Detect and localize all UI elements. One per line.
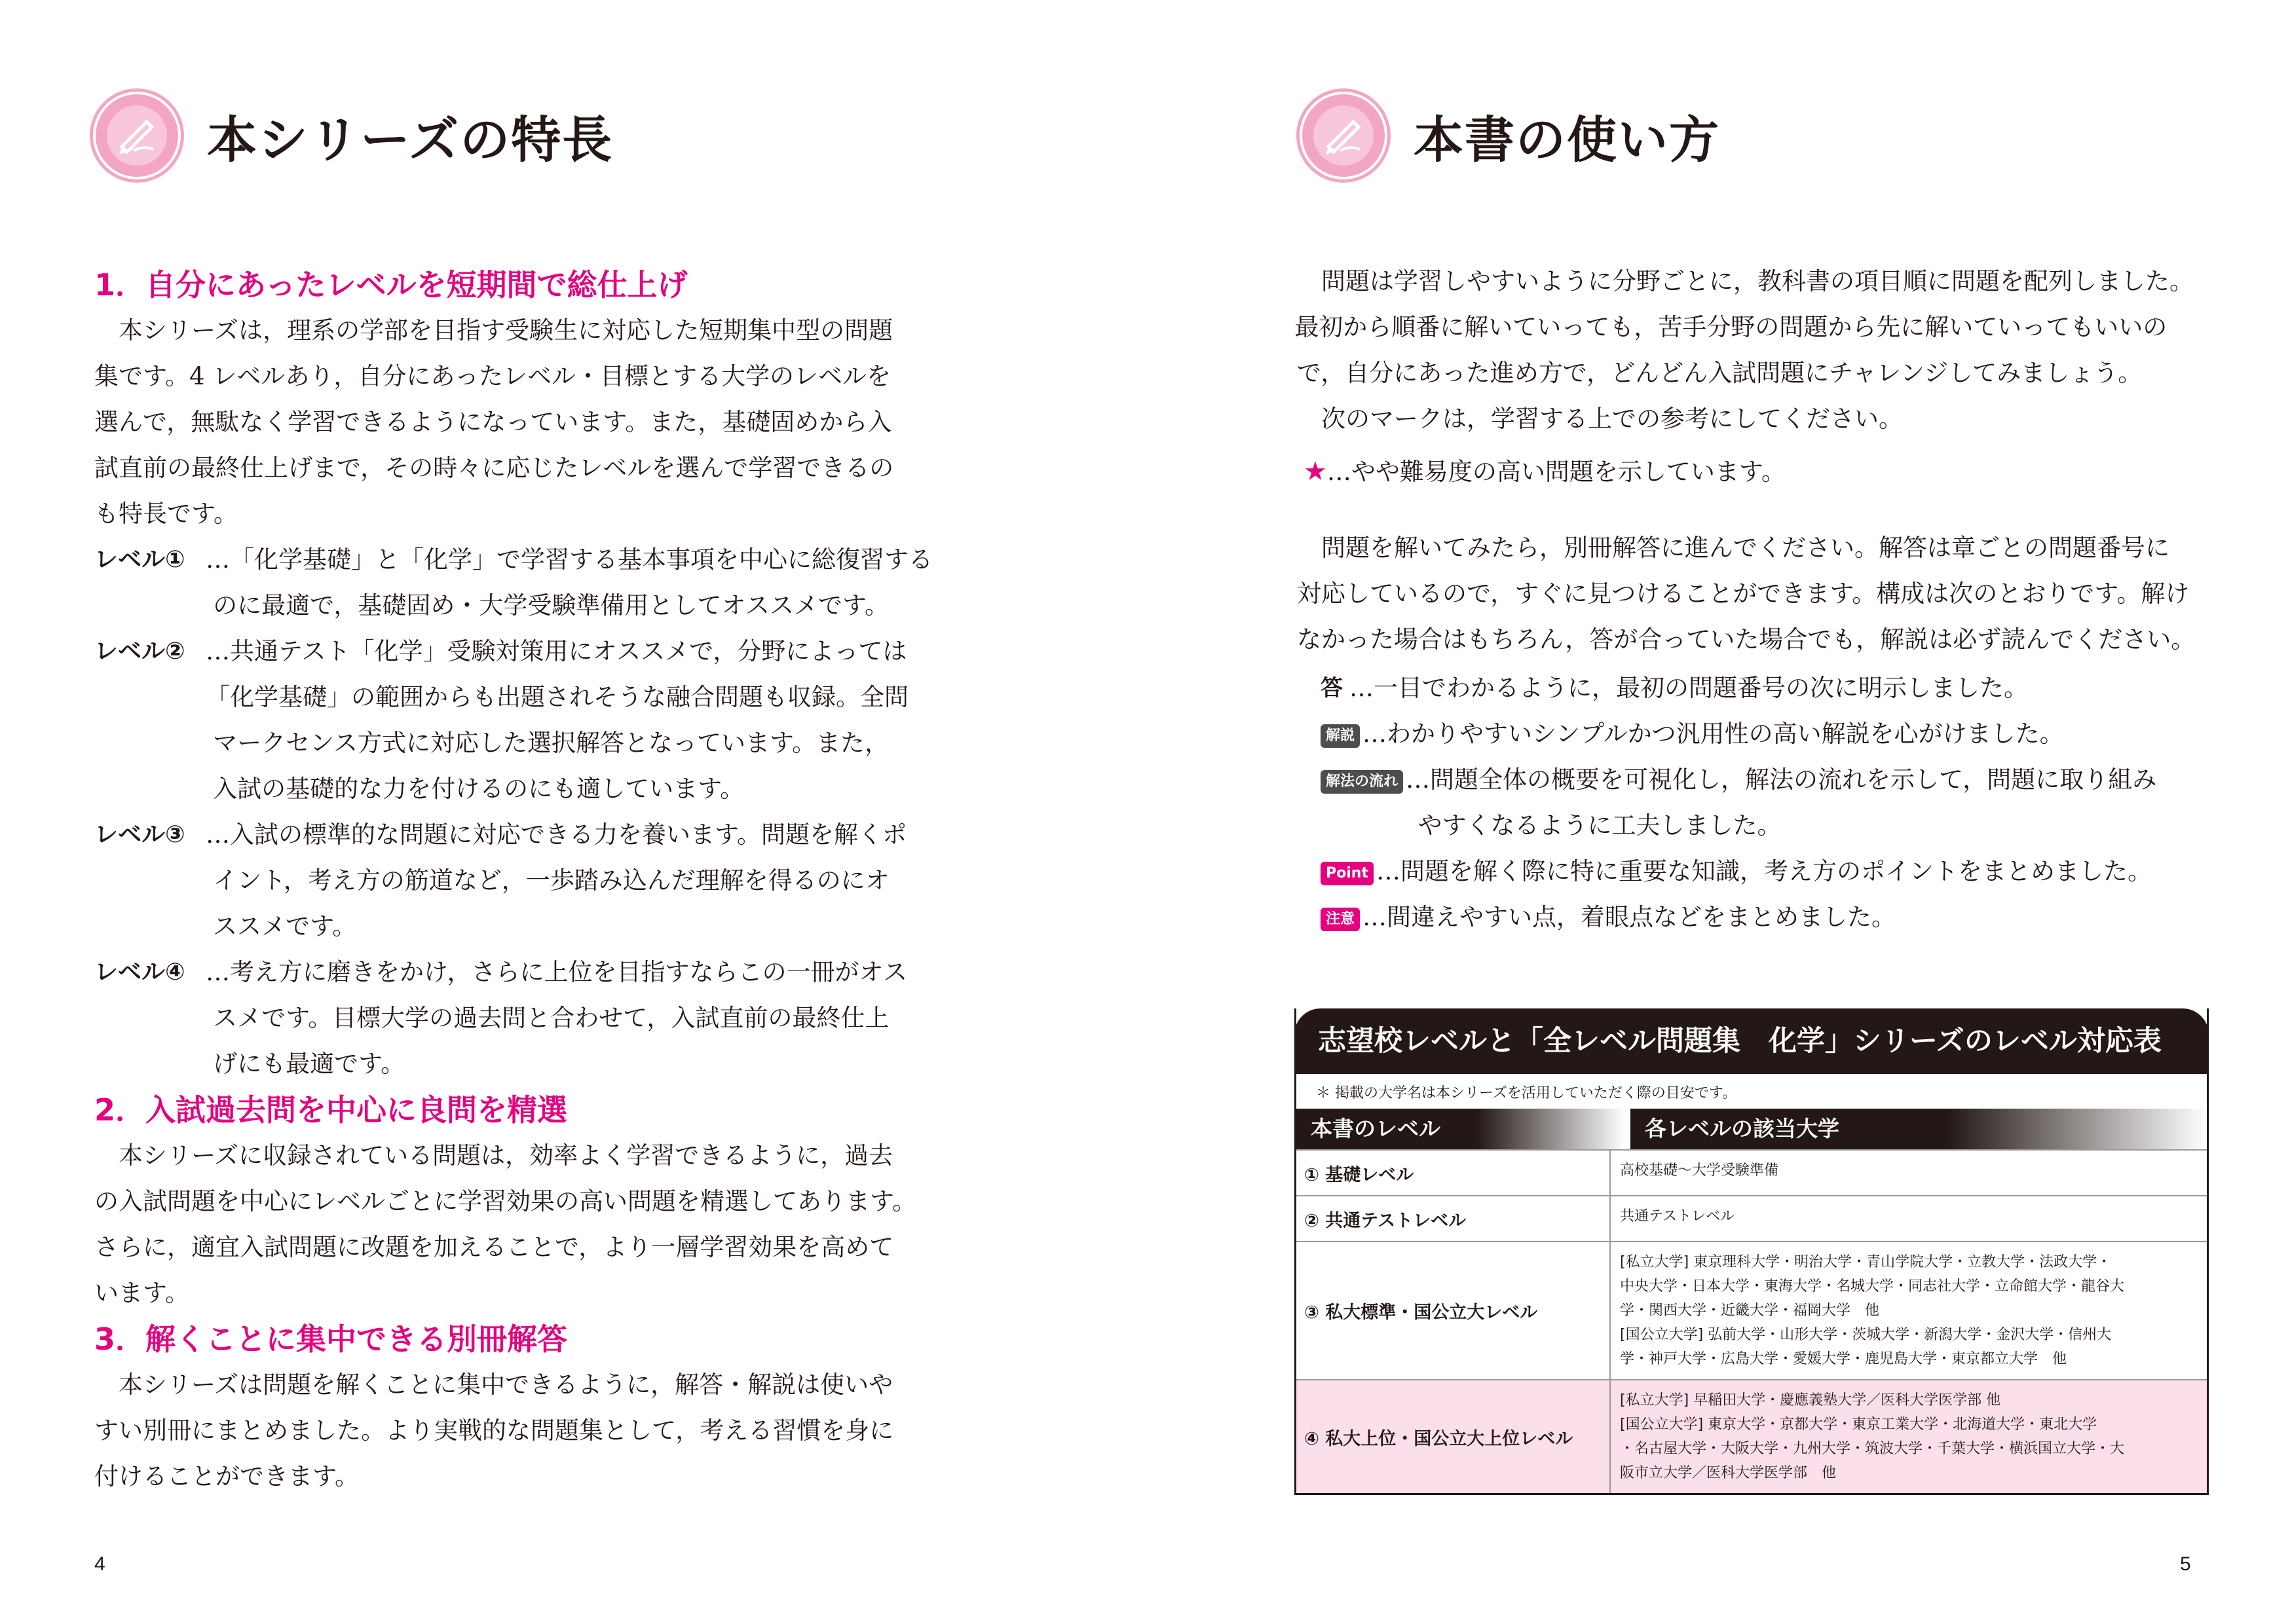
mark-desc: …一目でわかるように，最初の問題番号の次に明示しました。 bbox=[1349, 674, 2028, 702]
table-row bbox=[1296, 1195, 2207, 1241]
mark-desc: …間違えやすい点，着眼点などをまとめました。 bbox=[1362, 903, 1896, 931]
text-line: 高校基礎～大学受験準備 bbox=[1620, 1162, 1779, 1179]
text-line: 入試の基礎的な力を付けるのにも適しています。 bbox=[213, 775, 745, 803]
table-title: 志望校レベルと「全レベル問題集 化学」シリーズのレベル対応表 bbox=[1294, 1008, 2209, 1074]
section-heading-3: 3．解くことに集中できる別冊解答 bbox=[94, 1321, 568, 1357]
level-3-item bbox=[94, 812, 998, 950]
text-line: [国公立大学] 東京大学・京都大学・東京工業大学・北海道大学・東北大学 bbox=[1620, 1416, 2097, 1433]
page-number: 4 bbox=[94, 1553, 105, 1575]
mark-desc: …問題を解く際に特に重要な知識，考え方のポイントをまとめました。 bbox=[1376, 857, 2152, 885]
text-line: 学・関西大学・近畿大学・福岡大学 他 bbox=[1620, 1302, 1880, 1319]
level-label: レベル③ bbox=[94, 821, 185, 848]
marks-list bbox=[1321, 665, 2221, 940]
answer-intro bbox=[1297, 525, 2221, 663]
level-cell: ② 共通テストレベル bbox=[1296, 1196, 1611, 1241]
text-line: 集です。4 レベルあり，自分にあったレベル・目標とする大学のレベルを bbox=[94, 362, 891, 390]
text-line: も特長です。 bbox=[94, 500, 238, 528]
text-line: なかった場合はもちろん，答が合っていた場合でも，解説は必ず読んでください。 bbox=[1297, 625, 2196, 654]
text-line: …「化学基礎」と「化学」で学習する基本事項を中心に総復習する bbox=[206, 545, 933, 574]
point-badge: Point bbox=[1321, 862, 1374, 885]
level-2-item bbox=[94, 629, 998, 812]
mark-desc: …わかりやすいシンプルかつ汎用性の高い解説を心がけました。 bbox=[1362, 720, 2064, 748]
university-cell bbox=[1611, 1196, 2207, 1241]
text-line: …共通テスト「化学」受験対策用にオススメで，分野によっては bbox=[206, 637, 907, 665]
text-line: マークセンス方式に対応した選択解答となっています。また， bbox=[213, 729, 890, 757]
text-line: 本シリーズに収録されている問題は，効率よく学習できるように，過去 bbox=[119, 1141, 893, 1170]
pencil-hand-icon bbox=[1300, 92, 1387, 179]
text-line: 共通テストレベル bbox=[1620, 1208, 1735, 1225]
text-line: 次のマークは，学習する上での参考にしてください。 bbox=[1321, 405, 1903, 433]
caution-badge: 注意 bbox=[1321, 908, 1360, 931]
text-line: の入試問題を中心にレベルごとに学習効果の高い問題を精選してあります。 bbox=[94, 1187, 917, 1215]
text-line: 最初から順番に解いていっても，苦手分野の問題から先に解いていってもいいの bbox=[1294, 313, 2168, 341]
level-cell: ③ 私大標準・国公立大レベル bbox=[1296, 1242, 1611, 1379]
level-correspondence-table bbox=[1294, 1008, 2209, 1495]
right-content bbox=[1294, 259, 2221, 940]
text-line: 本シリーズは問題を解くことに集中できるように，解答・解説は使いや bbox=[119, 1371, 893, 1399]
star-mark-row bbox=[1304, 449, 2221, 495]
intro-paragraph bbox=[94, 308, 998, 537]
mark-solution-flow bbox=[1321, 757, 2221, 849]
university-cell bbox=[1611, 1151, 2207, 1195]
text-line: [私立大学] 東京理科大学・明治大学・青山学院大学・立教大学・法政大学・ bbox=[1620, 1254, 2112, 1270]
text-line: 本シリーズは，理系の学部を目指す受験生に対応した短期集中型の問題 bbox=[119, 316, 893, 344]
level-4-item bbox=[94, 950, 998, 1087]
level-label: レベル① bbox=[94, 546, 185, 573]
text-line: やすくなるように工夫しました。 bbox=[1417, 811, 1782, 840]
level-cell: ① 基礎レベル bbox=[1296, 1151, 1611, 1195]
section-heading-2: 2．入試過去問を中心に良問を精選 bbox=[94, 1092, 568, 1128]
page-number: 5 bbox=[2180, 1553, 2191, 1575]
text-line: げにも最適です。 bbox=[213, 1050, 405, 1078]
text-line: 「化学基礎」の範囲からも出題されそうな融合問題も収録。全問 bbox=[206, 683, 909, 711]
text-line: 学・神戸大学・広島大学・愛媛大学・鹿児島大学・東京都立大学 他 bbox=[1620, 1351, 2067, 1367]
level-desc bbox=[206, 812, 998, 950]
solution-flow-badge: 解法の流れ bbox=[1321, 770, 1403, 794]
table-row bbox=[1296, 1149, 2207, 1195]
text-line: 問題を解いてみたら，別冊解答に進んでください。解答は章ごとの問題番号に bbox=[1321, 534, 2169, 562]
mark-caution bbox=[1321, 895, 2221, 940]
text-line: 付けることができます。 bbox=[94, 1462, 360, 1490]
text-line: ススメです。 bbox=[213, 912, 357, 940]
text-line: スメです。目標大学の過去問と合わせて，入試直前の最終仕上 bbox=[213, 1004, 890, 1032]
text-line: で，自分にあった進め方で，どんどん入試問題にチャレンジしてみましょう。 bbox=[1297, 359, 2143, 387]
table-row bbox=[1296, 1379, 2207, 1493]
table-note: ＊ 掲載の大学名は本シリーズを活用していただく際の目安です。 bbox=[1316, 1085, 1737, 1101]
text-line: すい別冊にまとめました。より実戦的な問題集として，考える習慣を身に bbox=[94, 1416, 894, 1445]
page-title: 本シリーズの特長 bbox=[207, 110, 614, 169]
level-label: レベル④ bbox=[94, 959, 185, 986]
text-line: [私立大学] 早稲田大学・慶應義塾大学／医科大学医学部 他 bbox=[1620, 1392, 2001, 1409]
university-cell bbox=[1611, 1380, 2207, 1493]
text-line: 阪市立大学／医科大学医学部 他 bbox=[1620, 1465, 1837, 1481]
text-line: 対応しているので，すぐに見つけることができます。構成は次のとおりです。解け bbox=[1297, 580, 2190, 608]
text-line: 試直前の最終仕上げまで，その時々に応じたレベルを選んで学習できるの bbox=[94, 454, 894, 482]
text-line: のに最適で，基礎固め・大学受験準備用としてオススメです。 bbox=[213, 591, 890, 619]
text-line: [国公立大学] 弘前大学・山形大学・茨城大学・新潟大学・金沢大学・信州大 bbox=[1620, 1327, 2112, 1343]
text-line: 問題は学習しやすいように分野ごとに，教科書の項目順に問題を配列しました。 bbox=[1321, 267, 2194, 295]
level-1-item bbox=[94, 537, 998, 629]
mark-desc bbox=[1406, 757, 2221, 849]
level-desc bbox=[206, 950, 998, 1087]
pencil-hand-icon bbox=[93, 92, 181, 179]
table-header-row bbox=[1296, 1109, 2207, 1149]
text-line: …入試の標準的な問題に対応できる力を養います。問題を解くポ bbox=[206, 821, 907, 849]
section-2-paragraph bbox=[94, 1133, 998, 1316]
answer-badge: 答 bbox=[1321, 675, 1343, 701]
university-cell bbox=[1611, 1242, 2207, 1379]
text-line: イント，考え方の筋道など，一歩踏み込んだ理解を得るのにオ bbox=[213, 866, 890, 895]
table-row bbox=[1296, 1241, 2207, 1379]
section-3-paragraph bbox=[94, 1362, 998, 1500]
page-title: 本書の使い方 bbox=[1414, 110, 1720, 169]
mark-answer bbox=[1321, 665, 2221, 711]
right-heading bbox=[1300, 93, 1720, 178]
text-line: …考え方に磨きをかけ，さらに上位を目指すならこの一冊がオス bbox=[206, 958, 908, 986]
usage-intro bbox=[1294, 259, 2221, 442]
mark-point bbox=[1321, 849, 2221, 895]
column-header: 本書のレベル bbox=[1296, 1109, 1625, 1149]
star-desc: …やや難易度の高い問題を示しています。 bbox=[1326, 458, 1786, 486]
text-line: ・名古屋大学・大阪大学・九州大学・筑波大学・千葉大学・横浜国立大学・大 bbox=[1620, 1441, 2125, 1457]
left-heading bbox=[93, 93, 613, 178]
level-label: レベル② bbox=[94, 638, 185, 665]
left-content bbox=[94, 262, 998, 1500]
text-line: …問題全体の概要を可視化し，解法の流れを示して，問題に取り組み bbox=[1406, 766, 2157, 794]
column-header: 各レベルの該当大学 bbox=[1630, 1109, 2207, 1149]
explanation-badge: 解説 bbox=[1321, 724, 1360, 748]
level-desc bbox=[206, 537, 998, 629]
level-cell: ④ 私大上位・国公立大上位レベル bbox=[1296, 1380, 1611, 1493]
text-line: 選んで，無駄なく学習できるようになっています。また，基礎固めから入 bbox=[94, 408, 892, 436]
level-desc bbox=[206, 629, 998, 812]
text-line: 中央大学・日本大学・東海大学・名城大学・同志社大学・立命館大学・龍谷大 bbox=[1620, 1278, 2125, 1295]
star-icon: ★ bbox=[1304, 456, 1327, 487]
section-heading-1: 1．自分にあったレベルを短期間で総仕上げ bbox=[94, 267, 688, 303]
text-line: さらに，適宜入試問題に改題を加えることで，より一層学習効果を高めて bbox=[94, 1233, 894, 1261]
text-line: います。 bbox=[94, 1279, 190, 1307]
mark-explanation bbox=[1321, 711, 2221, 757]
